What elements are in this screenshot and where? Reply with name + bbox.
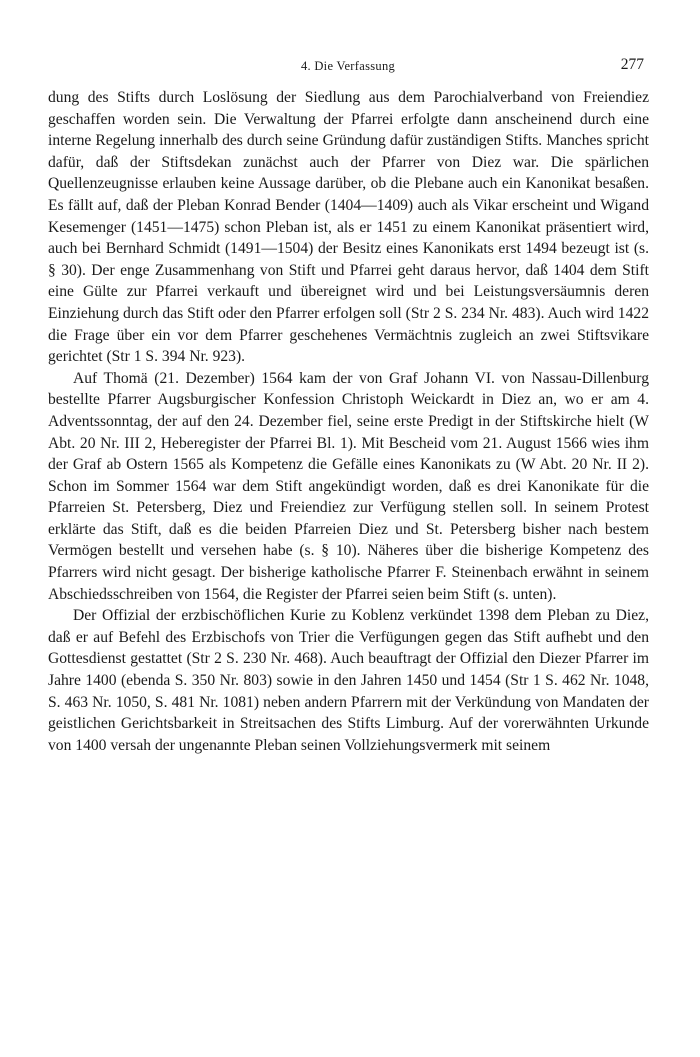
body-text (48, 87, 649, 756)
running-header (48, 56, 648, 76)
paragraph: Der Offizial der erzbischöflichen Kurie zu Koblenz verkündet 1398 dem Pleban zu Diez, daß er auf Befehl des Erzbischofs von Trier die Verfügungen gegen das Stift aufhebt und den Gottesdienst gestattet (Str 2 S. 230 Nr. 468). Auch beauftragt der Offizial den Diezer Pfarrer im Jahre 1400 (ebenda S. 350 Nr. 803) sowie in den Jahren 1450 und 1454 (Str 1 S. 462 Nr. 1048, S. 463 Nr. 1050, S. 481 Nr. 1081) neben andern Pfarrern mit der Verkündung von Mandaten der geistlichen Gerichtsbarkeit in Streitsachen des Stifts Limburg. Auf der vorerwähnten Urkunde von 1400 versah der ungenannte Pleban seinen Vollziehungsvermerk mit seinem (48, 607, 649, 754)
page-number: 277 (620, 56, 644, 73)
paragraph: Auf Thomä (21. Dezember) 1564 kam der von Graf Johann VI. von Nassau-Dillenburg bestellte Pfarrer Augsburgischer Konfession Christoph Weickardt in Diez an, wo er am 4. Adventssonntag, der auf den 24. Dezember fiel, seine erste Predigt in der Stiftskirche hielt (W Abt. 20 Nr. III 2, Heberegister der Pfarrei Bl. 1). Mit Bescheid vom 21. August 1566 wies ihm der Graf ab Ostern 1565 als Kompetenz die Gefälle eines Kanonikats zu (W Abt. 20 Nr. II 2). Schon im Sommer 1564 war dem Stift angekündigt worden, daß es drei Kanonikate für die Pfarreien St. Petersberg, Diez und Freiendiez zur Verfügung stellen soll. In seinem Protest erklärte das Stift, daß es die beiden Pfarreien Diez und St. Petersberg bisher nach bestem Vermögen bestellt und versehen habe (s. § 10). Näheres über die bisherige Kompetenz des Pfarrers wird nicht gesagt. Der bisherige katholische Pfarrer F. Steinenbach erwähnt in seinem Abschiedsschreiben von 1564, die Register der Pfarrei seien beim Stift (s. unten). (48, 369, 649, 603)
paragraph-continued: dung des Stifts durch Loslösung der Siedlung aus dem Parochialverband von Freiendiez geschaffen worden sein. Die Verwaltung der Pfarrei erfolgte dann anscheinend durch eine interne Regelung innerhalb des durch seine Gründung dafür zuständigen Stifts. Manches spricht dafür, daß der Stiftsdekan zunächst auch der Pfarrer von Diez war. Die spärlichen Quellenzeugnisse erlauben keine Aussage darüber, ob die Plebane auch ein Kanonikat besaßen. Es fällt auf, daß der Pleban Konrad Bender (1404—1409) auch als Vikar erscheint und Wigand Kesemenger (1451—1475) schon Pleban ist, als er 1451 zu einem Kanonikat präsentiert wird, auch bei Bernhard Schmidt (1491—1504) der Besitz eines Kanonikats erst 1494 bezeugt ist (s. § 30). Der enge Zusammenhang von Stift und Pfarrei geht daraus hervor, daß 1404 dem Stift eine Gülte zur Pfarrei verkauft und übereignet wird und bei Leistungsversäumnis deren Einziehung durch das Stift oder den Pfarrer erfolgen soll (Str 2 S. 234 Nr. 483). Auch wird 1422 die Frage über ein vor dem Pfarrer geschehenes Vermächtnis zugleich an zwei Stiftsvikare gerichtet (Str 1 S. 394 Nr. 923). (48, 89, 649, 366)
running-title: 4. Die Verfassung (300, 59, 396, 73)
